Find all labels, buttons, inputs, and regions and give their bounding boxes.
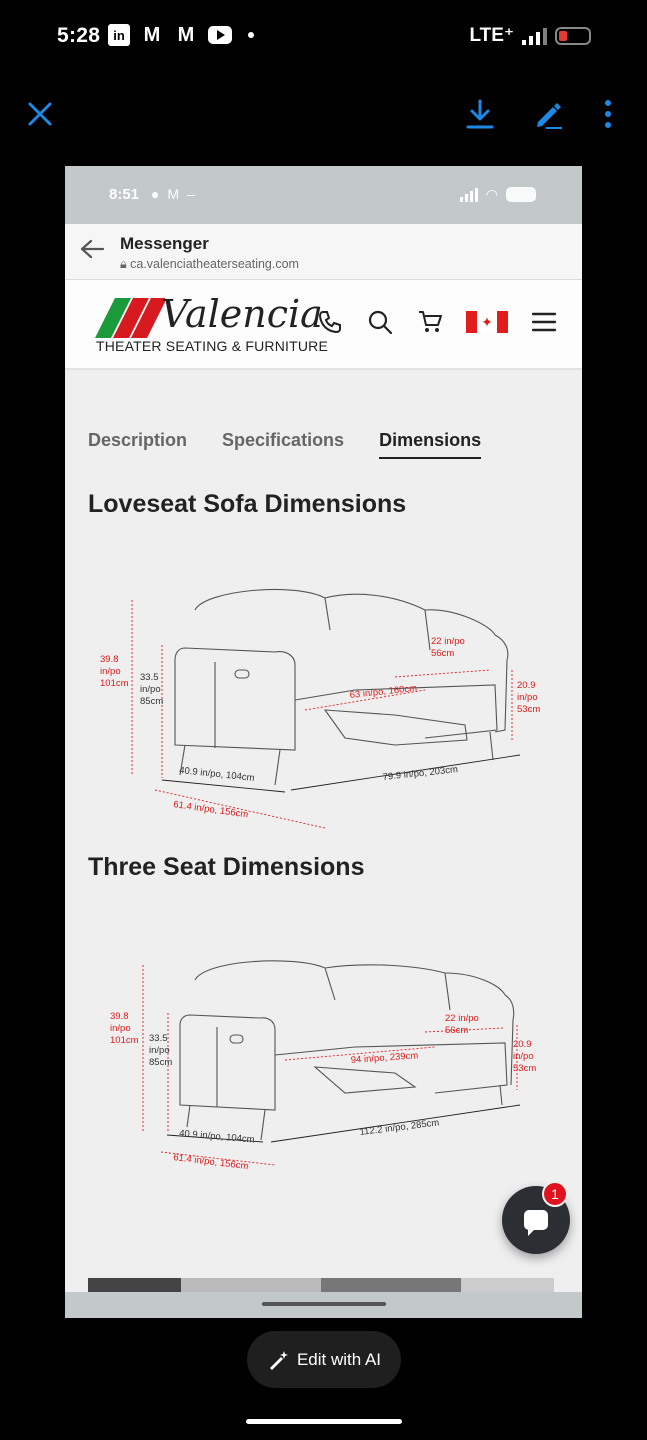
- signal-icon: [460, 188, 478, 202]
- battery-icon: [555, 27, 591, 45]
- dim-leg-height: 20.9: [513, 1039, 532, 1050]
- dim-seat-depth-cm: 56cm: [431, 648, 455, 659]
- inner-status-right: [460, 186, 536, 203]
- more-icon[interactable]: [590, 96, 626, 132]
- header-actions: [316, 308, 558, 336]
- wifi-icon: ◠: [485, 186, 498, 202]
- dim-seat-depth: 22 in/po: [445, 1013, 479, 1024]
- dash-icon: –: [187, 186, 195, 202]
- messenger-browser-bar: [65, 224, 582, 280]
- dim-height-total-cm: 101cm: [110, 1035, 139, 1046]
- inner-status-time: 8:51: [109, 186, 140, 203]
- cart-icon[interactable]: [416, 308, 444, 336]
- notification-icons: [108, 24, 254, 46]
- canada-flag-icon[interactable]: ✦: [466, 311, 508, 333]
- dim-leg-height-unit: in/po: [517, 692, 538, 703]
- dim-arm-height-cm: 85cm: [140, 696, 164, 707]
- gmail-icon: M: [143, 23, 161, 46]
- inner-status-bar: [65, 166, 582, 224]
- magic-pen-icon: [267, 1349, 289, 1371]
- dim-leg-height-unit: in/po: [513, 1051, 534, 1062]
- dim-height-total-unit: in/po: [110, 1023, 131, 1034]
- close-icon[interactable]: [22, 96, 58, 132]
- search-icon[interactable]: [366, 308, 394, 336]
- site-header: [65, 280, 582, 370]
- dim-leg-height-cm: 53cm: [517, 704, 541, 715]
- dim-depth: 40.9 in/po, 104cm: [178, 1128, 255, 1146]
- product-tabs: [88, 430, 481, 459]
- dim-width: 112.2 in/po, 285cm: [359, 1117, 440, 1138]
- inner-home-indicator: [262, 1302, 386, 1306]
- dim-height-total-unit: in/po: [100, 666, 121, 677]
- dim-seat-width: 63 in/po, 160cm: [349, 682, 418, 701]
- image-strip: [88, 1278, 554, 1292]
- dim-depth-open: 61.4 in/po, 156cm: [172, 799, 249, 821]
- section-title-three-seat: Three Seat Dimensions: [88, 853, 365, 881]
- dim-seat-depth-cm: 56cm: [445, 1025, 469, 1036]
- chat-icon: ●: [151, 186, 160, 202]
- inner-nav-bar: [65, 1292, 582, 1318]
- dim-arm-height: 33.5: [140, 672, 159, 683]
- viewer-toolbar: [0, 88, 647, 140]
- linkedin-icon: in: [108, 24, 130, 46]
- dim-seat-width: 94 in/po, 239cm: [350, 1050, 419, 1066]
- dim-leg-height-cm: 53cm: [513, 1063, 537, 1074]
- logo-subtitle: THEATER SEATING & FURNITURE: [96, 338, 329, 354]
- dim-width: 79.9 in/po, 203cm: [382, 764, 459, 783]
- network-type: LTE⁺: [469, 25, 514, 46]
- loveseat-dimension-diagram: [95, 570, 555, 821]
- youtube-icon: [208, 26, 232, 44]
- battery-icon: [506, 187, 536, 202]
- chat-bubble-icon: [524, 1210, 548, 1230]
- dim-arm-height-unit: in/po: [149, 1045, 170, 1056]
- url-text: ca.valenciatheaterseating.com: [130, 257, 299, 271]
- download-icon[interactable]: [462, 96, 498, 132]
- dim-depth: 40.9 in/po, 104cm: [178, 765, 255, 784]
- dim-height-total: 39.8: [100, 654, 119, 665]
- dim-depth-open: 61.4 in/po, 156cm: [172, 1152, 249, 1173]
- edit-with-ai-button[interactable]: [247, 1331, 401, 1388]
- status-right: [469, 24, 591, 47]
- gmail-icon: M: [177, 23, 195, 46]
- dim-arm-height-cm: 85cm: [149, 1057, 173, 1068]
- status-time: 5:28: [57, 24, 101, 47]
- tab-specifications[interactable]: Specifications: [222, 430, 345, 450]
- inner-notification-icons: [151, 186, 195, 202]
- dim-leg-height: 20.9: [517, 680, 536, 691]
- dim-height-total-cm: 101cm: [100, 678, 129, 689]
- page-url: [120, 257, 299, 272]
- chat-badge: 1: [542, 1181, 568, 1207]
- dim-seat-depth: 22 in/po: [431, 636, 465, 647]
- signal-icon: [522, 27, 547, 45]
- tab-description[interactable]: Description: [88, 430, 188, 450]
- home-indicator: [246, 1419, 402, 1424]
- section-title-loveseat: Loveseat Sofa Dimensions: [88, 490, 407, 518]
- dim-arm-height: 33.5: [149, 1033, 168, 1044]
- logo-stripes-icon: [95, 298, 165, 338]
- gmail-icon: M: [167, 186, 180, 202]
- phone-icon[interactable]: [316, 308, 344, 336]
- dot-icon: [248, 32, 254, 38]
- dim-height-total: 39.8: [110, 1011, 129, 1022]
- edit-icon[interactable]: [530, 96, 566, 132]
- system-status-bar: [0, 0, 647, 72]
- tab-dimensions[interactable]: Dimensions: [379, 430, 481, 459]
- logo-wordmark[interactable]: Valencia: [161, 292, 323, 336]
- screenshot-preview: [65, 166, 582, 1318]
- three-seat-dimension-diagram: [95, 935, 555, 1173]
- menu-icon[interactable]: [530, 308, 558, 336]
- messenger-title: Messenger: [120, 234, 209, 253]
- edit-with-ai-label: Edit with AI: [296, 1349, 382, 1369]
- product-content: [65, 370, 582, 1270]
- lock-icon: 🔒︎: [120, 257, 131, 271]
- back-arrow-icon[interactable]: [79, 238, 105, 267]
- dim-arm-height-unit: in/po: [140, 684, 161, 695]
